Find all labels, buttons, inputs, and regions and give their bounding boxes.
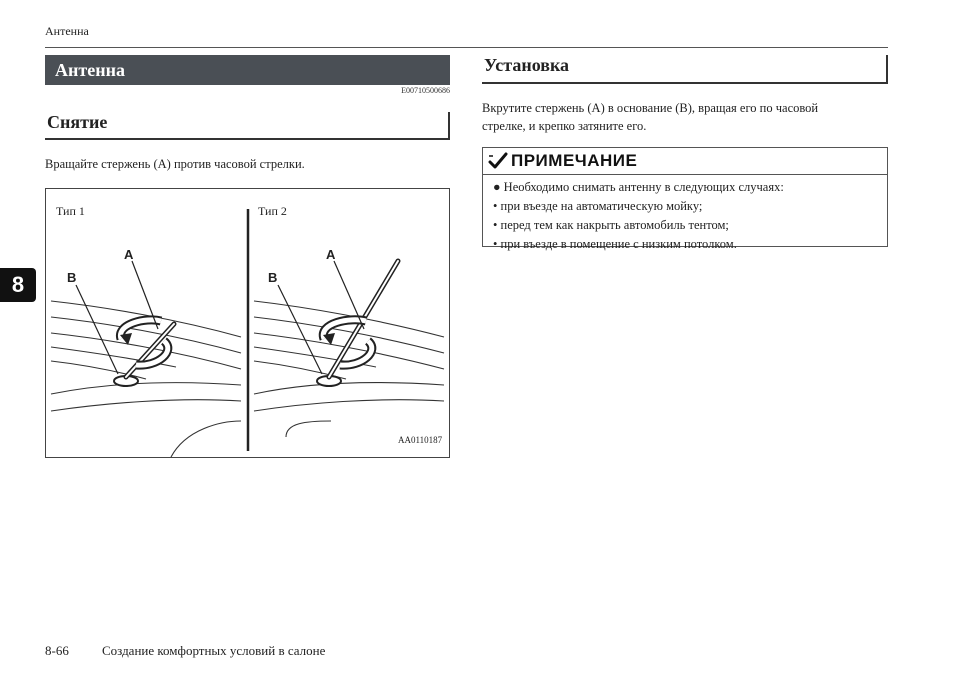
- section-title: Антенна: [45, 55, 450, 85]
- antenna-figure: [45, 188, 450, 458]
- remove-instruction: Вращайте стержень (A) против часовой стрелки.: [45, 157, 305, 171]
- type1-label-a: A: [124, 247, 134, 262]
- install-text-line2: стрелке, и крепко затяните его.: [482, 119, 647, 133]
- pencil-check-icon: [488, 152, 508, 170]
- chapter-tab: 8: [0, 268, 36, 302]
- running-header: Антенна: [45, 24, 89, 38]
- note-list: [493, 178, 881, 254]
- type1-label-b: B: [67, 270, 77, 285]
- note-item: • перед тем как накрыть автомобиль тентом;: [493, 218, 729, 232]
- type1-label: Тип 1: [56, 204, 85, 218]
- page-number: 8-66: [45, 643, 69, 658]
- footer-title: Создание комфортных условий в салоне: [102, 643, 326, 658]
- section-code: E00710500686: [401, 86, 450, 95]
- figure-code: AA0110187: [398, 435, 443, 445]
- install-instruction: [482, 99, 882, 135]
- note-item: ● Необходимо снимать антенну в следующих случаях:: [493, 180, 784, 194]
- note-box: [482, 147, 888, 251]
- install-text-line1: Вкрутите стержень (A) в основание (B), вращая его по часовой: [482, 101, 819, 115]
- antenna-type1: [114, 320, 174, 386]
- note-item: • при въезде на автоматическую мойку;: [493, 199, 703, 213]
- note-title: ПРИМЕЧАНИЕ: [511, 151, 638, 170]
- antenna-illustration: [46, 189, 449, 457]
- note-item: • при въезде в помещение с низким потолком.: [493, 237, 737, 251]
- note-header: [483, 148, 887, 175]
- install-heading: Установка: [482, 55, 888, 84]
- remove-heading: Снятие: [45, 112, 450, 140]
- type2-label-a: A: [326, 247, 336, 262]
- type2-label-b: B: [268, 270, 278, 285]
- type2-label: Тип 2: [258, 204, 287, 218]
- header-rule: [45, 47, 888, 48]
